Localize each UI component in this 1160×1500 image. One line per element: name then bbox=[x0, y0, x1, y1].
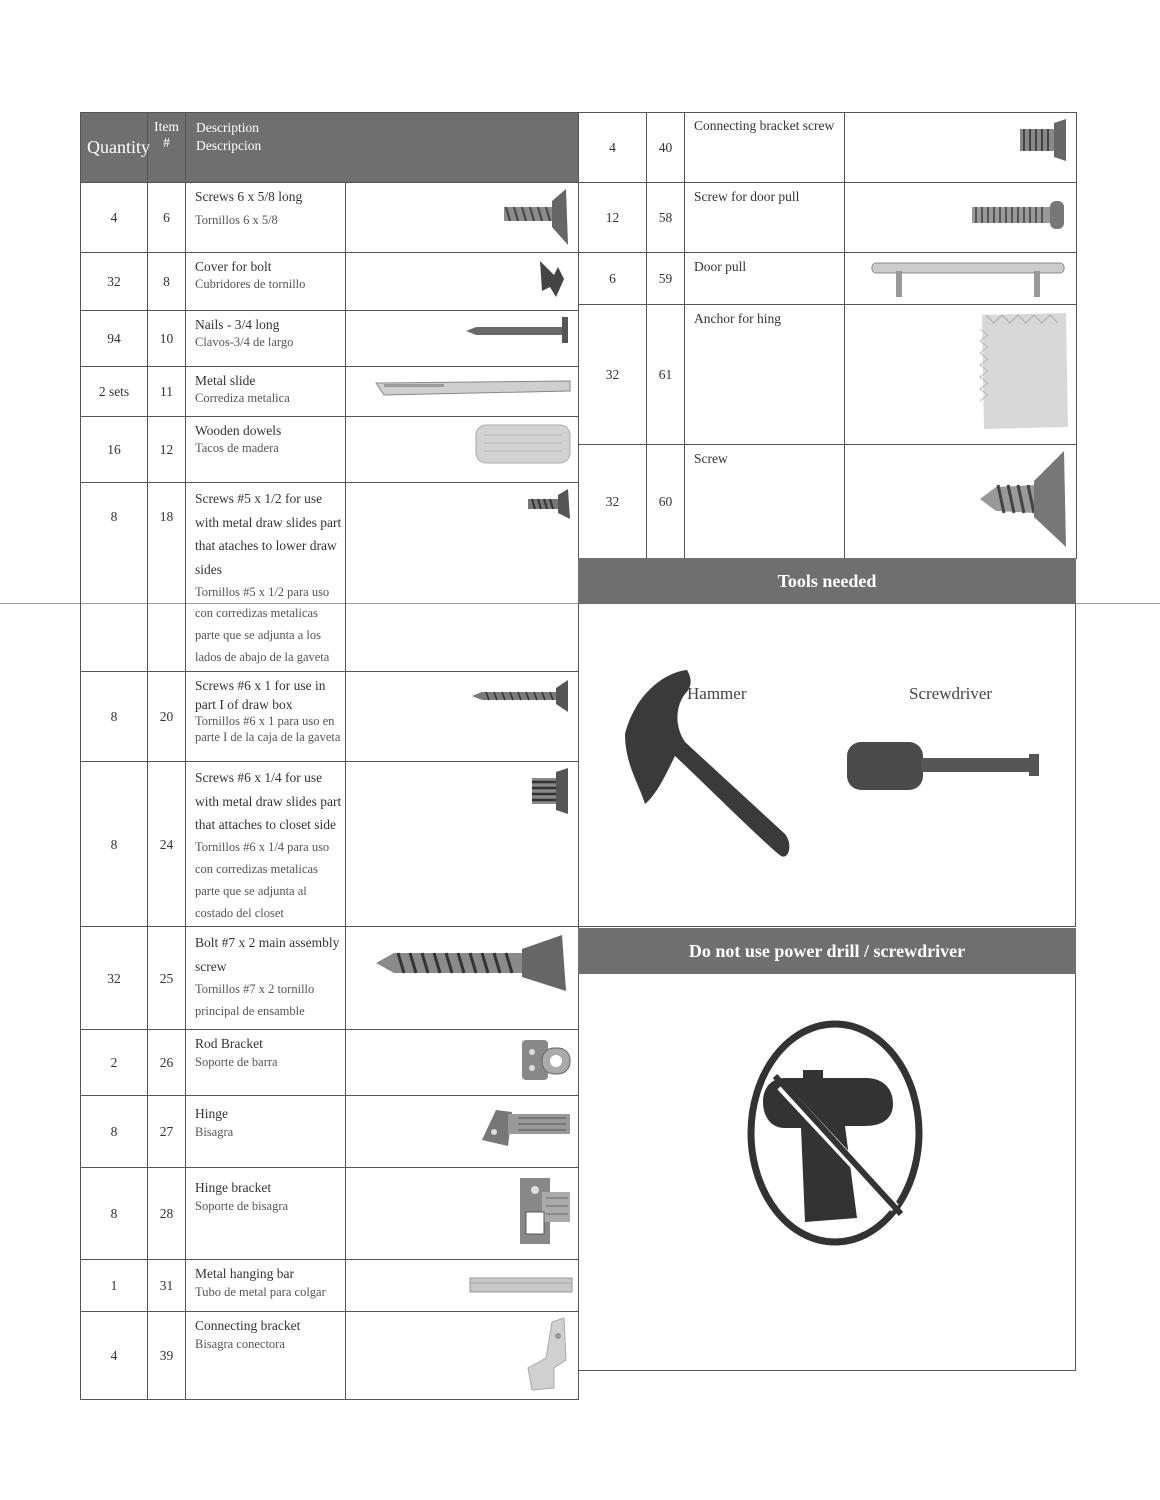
item-number-cell: 11 bbox=[148, 367, 186, 417]
quantity-cell: 16 bbox=[81, 417, 148, 483]
tools-needed-bar: Tools needed bbox=[578, 558, 1076, 604]
table-row bbox=[81, 672, 579, 762]
table-row bbox=[81, 311, 579, 367]
quantity-cell: 8 bbox=[81, 672, 148, 762]
nail-icon bbox=[464, 315, 574, 345]
header-item bbox=[148, 113, 186, 183]
part-image-cell bbox=[346, 672, 579, 762]
table-row bbox=[579, 253, 1077, 305]
rod-bracket-icon bbox=[518, 1034, 574, 1086]
description-cell bbox=[186, 672, 346, 762]
hinge-icon bbox=[478, 1100, 574, 1160]
description-es: Soporte de barra bbox=[195, 1054, 278, 1069]
table-row bbox=[81, 367, 579, 417]
description-es: Soporte de bisagra bbox=[195, 1198, 289, 1213]
quantity-cell: 4 bbox=[81, 1312, 148, 1400]
item-number-cell: 18 bbox=[148, 483, 186, 672]
table-row bbox=[81, 1168, 579, 1260]
item-number-cell: 26 bbox=[148, 1030, 186, 1096]
bracket-screw-icon bbox=[1016, 117, 1072, 163]
description-en: Door pull bbox=[685, 253, 845, 305]
description-es: Bisagra bbox=[195, 1124, 234, 1139]
item-number-cell: 8 bbox=[148, 253, 186, 311]
item-number-cell: 20 bbox=[148, 672, 186, 762]
description-cell bbox=[186, 762, 346, 927]
part-image-cell bbox=[346, 1030, 579, 1096]
description-cell bbox=[186, 417, 346, 483]
table-row bbox=[579, 445, 1077, 559]
hanging-bar-icon bbox=[468, 1274, 574, 1296]
header-description-en: Description bbox=[196, 120, 259, 135]
part-image-cell bbox=[346, 311, 579, 367]
description-en: Screw for door pull bbox=[685, 183, 845, 253]
description-cell bbox=[186, 1096, 346, 1168]
quantity-cell: 2 sets bbox=[81, 367, 148, 417]
hinge-anchor-icon bbox=[976, 309, 1072, 433]
small-screw-icon bbox=[524, 487, 574, 521]
door-pull-screw-icon bbox=[968, 195, 1072, 235]
description-cell bbox=[186, 1260, 346, 1312]
description-es: Tornillos #7 x 2 tornillo principal de ensamble bbox=[195, 981, 315, 1018]
item-number-cell: 10 bbox=[148, 311, 186, 367]
part-image-cell bbox=[346, 253, 579, 311]
item-number-cell: 6 bbox=[148, 183, 186, 253]
part-image-cell bbox=[845, 253, 1077, 305]
screw-one-inch-icon bbox=[470, 676, 574, 716]
item-number-cell: 25 bbox=[148, 927, 186, 1030]
header-item-word: Item bbox=[154, 119, 179, 134]
description-es: Tornillos 6 x 5/8 bbox=[195, 213, 278, 228]
header-description-es: Descripcion bbox=[196, 138, 262, 154]
parts-table-right bbox=[578, 112, 1077, 559]
description-en: Screws #5 x 1/2 for use with metal draw slides part that ataches to lower draw sides bbox=[195, 491, 342, 577]
description-en: Wooden dowels bbox=[195, 423, 282, 438]
item-number-cell: 40 bbox=[647, 113, 685, 183]
screwdriver-icon bbox=[845, 736, 1045, 796]
quantity-cell: 8 bbox=[81, 762, 148, 927]
description-en: Metal hanging bar bbox=[195, 1266, 294, 1282]
item-number-cell: 60 bbox=[647, 445, 685, 559]
description-en: Connecting bracket bbox=[195, 1318, 301, 1334]
quantity-cell: 12 bbox=[579, 183, 647, 253]
header-quantity: Quantity bbox=[81, 113, 148, 183]
hinge-bracket-icon bbox=[512, 1172, 574, 1250]
hammer-label: Hammer bbox=[687, 684, 747, 703]
description-es: Cubridores de tornillo bbox=[195, 277, 306, 292]
item-number-cell: 12 bbox=[148, 417, 186, 483]
description-en: Screws #6 x 1 for use in part I of draw box bbox=[195, 678, 326, 713]
description-en: Hinge bracket bbox=[195, 1180, 272, 1196]
part-image-cell bbox=[346, 183, 579, 253]
table-row bbox=[579, 113, 1077, 183]
connecting-bracket-icon bbox=[524, 1316, 574, 1396]
description-es: Bisagra conectora bbox=[195, 1336, 285, 1351]
table-row bbox=[81, 1030, 579, 1096]
item-number-cell: 27 bbox=[148, 1096, 186, 1168]
description-en: Screws 6 x 5/8 long bbox=[195, 189, 303, 204]
item-number-cell: 24 bbox=[148, 762, 186, 927]
description-en: Screw bbox=[685, 445, 845, 559]
description-es: Tubo de metal para colgar bbox=[195, 1284, 326, 1299]
description-en: Connecting bracket screw bbox=[685, 113, 845, 183]
door-pull-icon bbox=[870, 259, 1066, 299]
part-image-cell bbox=[346, 1168, 579, 1260]
description-es: Tornillos #5 x 1/2 para uso con corredizas metalicas parte que se adjunta a los lados de abajo de la gaveta bbox=[195, 584, 330, 665]
quantity-cell: 94 bbox=[81, 311, 148, 367]
description-es: Tornillos #6 x 1/4 para uso con corredizas metalicas parte que se adjunta al costado del closet bbox=[195, 839, 330, 920]
table-row bbox=[81, 253, 579, 311]
quantity-cell: 32 bbox=[81, 927, 148, 1030]
quantity-cell: 4 bbox=[81, 183, 148, 253]
description-cell bbox=[186, 183, 346, 253]
table-row bbox=[81, 417, 579, 483]
table-row bbox=[579, 183, 1077, 253]
item-number-cell: 31 bbox=[148, 1260, 186, 1312]
quantity-cell: 2 bbox=[81, 1030, 148, 1096]
item-number-cell: 59 bbox=[647, 253, 685, 305]
stub-screw-icon bbox=[528, 766, 574, 816]
item-number-cell: 39 bbox=[148, 1312, 186, 1400]
description-es: Corrediza metalica bbox=[195, 391, 290, 406]
item-number-cell: 28 bbox=[148, 1168, 186, 1260]
table-row bbox=[81, 1312, 579, 1400]
bolt-cover-icon bbox=[534, 257, 574, 301]
header-description bbox=[186, 113, 579, 183]
description-en: Metal slide bbox=[195, 373, 256, 388]
part-image-cell bbox=[346, 1260, 579, 1312]
table-row bbox=[81, 1096, 579, 1168]
part-image-cell bbox=[845, 305, 1077, 445]
description-en: Rod Bracket bbox=[195, 1036, 263, 1052]
part-image-cell bbox=[845, 445, 1077, 559]
header-item-number-sign: # bbox=[163, 135, 170, 151]
screw-icon bbox=[976, 449, 1072, 549]
item-number-cell: 58 bbox=[647, 183, 685, 253]
description-es: Tornillos #6 x 1 para uso en parte I de la caja de la gaveta bbox=[195, 714, 341, 744]
quantity-cell: 6 bbox=[579, 253, 647, 305]
table-header bbox=[81, 113, 579, 183]
screwdriver-label: Screwdriver bbox=[909, 684, 993, 703]
description-cell bbox=[186, 1168, 346, 1260]
part-image-cell bbox=[346, 1096, 579, 1168]
part-image-cell bbox=[346, 367, 579, 417]
table-row bbox=[81, 1260, 579, 1312]
description-en: Screws #6 x 1/4 for use with metal draw slides part that attaches to closet side bbox=[195, 770, 342, 833]
description-es: Clavos-3/4 de largo bbox=[195, 335, 294, 350]
description-cell bbox=[186, 311, 346, 367]
description-en: Nails - 3/4 long bbox=[195, 317, 280, 332]
part-image-cell bbox=[346, 927, 579, 1030]
quantity-cell: 8 bbox=[81, 1096, 148, 1168]
metal-slide-icon bbox=[374, 373, 574, 403]
quantity-cell: 8 bbox=[81, 1168, 148, 1260]
description-cell bbox=[186, 483, 346, 672]
power-drill-warning-bar: Do not use power drill / screwdriver bbox=[578, 928, 1076, 974]
quantity-cell: 8 bbox=[81, 483, 148, 672]
quantity-cell: 4 bbox=[579, 113, 647, 183]
description-en: Anchor for hing bbox=[685, 305, 845, 445]
description-cell bbox=[186, 253, 346, 311]
table-row bbox=[81, 483, 579, 672]
quantity-cell: 1 bbox=[81, 1260, 148, 1312]
table-row bbox=[81, 927, 579, 1030]
parts-table-left bbox=[80, 112, 579, 1400]
description-cell bbox=[186, 367, 346, 417]
quantity-cell: 32 bbox=[579, 445, 647, 559]
assembly-bolt-icon bbox=[374, 933, 574, 993]
part-image-cell bbox=[346, 1312, 579, 1400]
part-image-cell bbox=[346, 483, 579, 672]
description-en: Hinge bbox=[195, 1106, 228, 1122]
description-en: Bolt #7 x 2 main assembly screw bbox=[195, 935, 340, 974]
description-en: Cover for bolt bbox=[195, 259, 272, 274]
table-row bbox=[81, 183, 579, 253]
description-cell bbox=[186, 1030, 346, 1096]
tools-needed-panel bbox=[578, 604, 1076, 927]
description-cell bbox=[186, 1312, 346, 1400]
wooden-dowel-icon bbox=[474, 421, 574, 467]
description-es: Tacos de madera bbox=[195, 441, 279, 456]
table-row bbox=[579, 305, 1077, 445]
description-cell bbox=[186, 927, 346, 1030]
item-number-cell: 61 bbox=[647, 305, 685, 445]
quantity-cell: 32 bbox=[579, 305, 647, 445]
quantity-cell: 32 bbox=[81, 253, 148, 311]
part-image-cell bbox=[845, 183, 1077, 253]
part-image-cell bbox=[346, 417, 579, 483]
table-row bbox=[81, 762, 579, 927]
part-image-cell bbox=[346, 762, 579, 927]
no-power-drill-icon bbox=[745, 1018, 925, 1248]
part-image-cell bbox=[845, 113, 1077, 183]
short-screw-icon bbox=[494, 187, 574, 247]
power-drill-warning-panel bbox=[578, 974, 1076, 1371]
